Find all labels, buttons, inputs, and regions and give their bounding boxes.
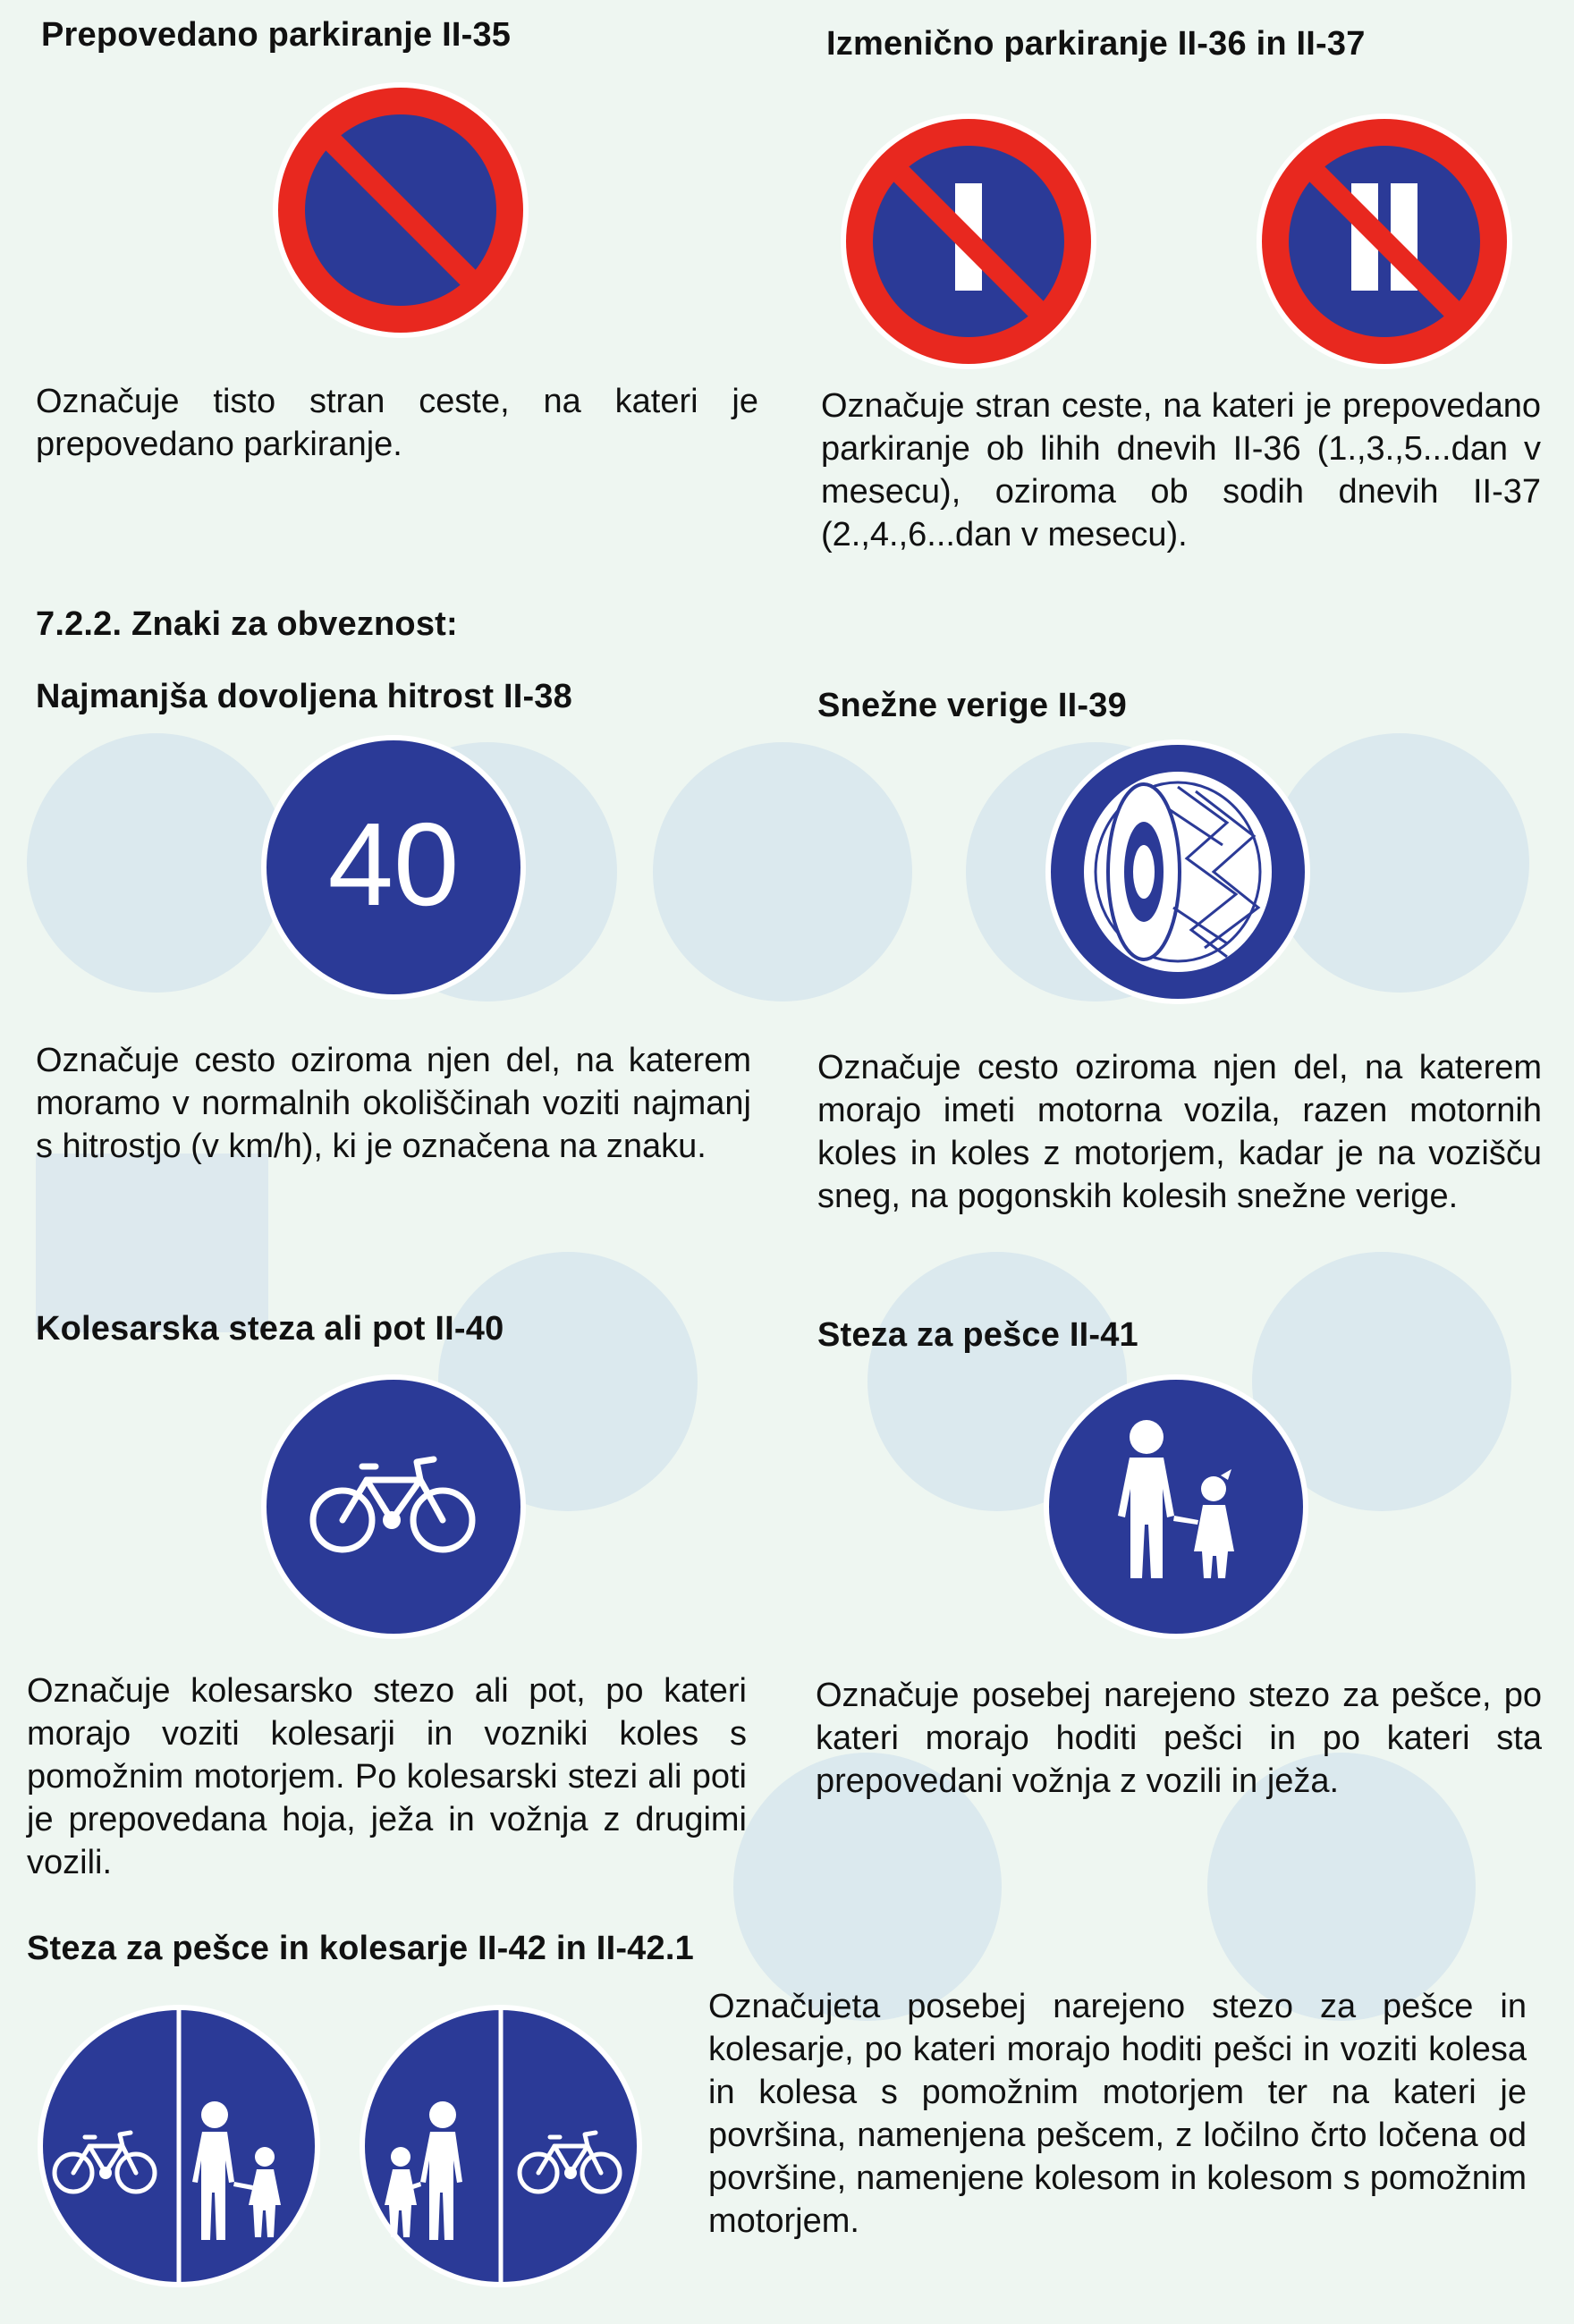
section-desc-ii41: Označuje posebej narejeno stezo za pešce, po kateri morajo hoditi pešci in po kateri sta prepovedani vožnja z vozili in ježa. [816, 1677, 1542, 1800]
minimum-speed-sign [259, 733, 528, 1001]
section-title-ii38: Najmanjša dovoljena hitrost II-38 [36, 678, 572, 715]
section-title-ii42: Steza za pešce in kolesarje II-42 in II-42.1 [27, 1930, 694, 1967]
section-desc-ii38: Označuje cesto oziroma njen del, na katerem moramo v normalnih okoliščinah voziti najmanj s hitrostjo (v km/h), ki je označena na znaku. [36, 1042, 751, 1165]
cycle-path-sign [259, 1373, 528, 1641]
section-title-ii35: Prepovedano parkiranje II-35 [41, 16, 512, 54]
section-title-ii36-ii37: Izmenično parkiranje II-36 in II-37 [826, 25, 1366, 63]
background-ghost-circle [653, 742, 912, 1001]
section-desc-ii40: Označuje kolesarsko stezo ali pot, po kateri morajo voziti kolesarji in vozniki koles s pomožnim motorjem. Po kolesarski stezi ali poti je prepovedana hoja, ježa in vožnja z drugimi vozili. [27, 1672, 747, 1881]
shared-path-bike-left-sign [36, 2003, 322, 2289]
alternate-parking-even-sign [1255, 112, 1514, 371]
section-desc-ii36-ii37: Označuje stran ceste, na kateri je prepovedano parkiranje ob lihih dnevih II-36 (1.,3.,5...dan v mesecu), oziroma ob sodih dnevih II-37 (2.,4.,6...dan v mesecu). [821, 387, 1541, 554]
section-desc-ii39: Označuje cesto oziroma njen del, na katerem morajo imeti motorna vozila, razen motornih koles in koles z motorjem, kadar je na vozišču sneg, na pogonskih kolesih snežne verige. [817, 1049, 1542, 1215]
section-title-ii39: Snežne verige II-39 [817, 687, 1127, 724]
footpath-sign [1042, 1373, 1310, 1641]
chapter-heading: 7.2.2. Znaki za obveznost: [36, 605, 458, 643]
section-desc-ii42: Označujeta posebej narejeno stezo za pešce in kolesarje, po kateri morajo hoditi pešci in voziti kolesa in kolesa s pomožnim motorjem ter na kateri je površina, namenjena pešcem, z ločilno črto ločena od površine, namenjene kolesom in kolesom s pomožnim motorjem. [708, 1988, 1527, 2240]
speed-value: 40 [327, 799, 460, 930]
section-desc-ii35: Označuje tisto stran ceste, na kateri je prepovedano parkiranje. [36, 383, 758, 463]
no-parking-sign [271, 80, 530, 340]
shared-path-pedestrian-left-sign [358, 2003, 644, 2289]
section-title-ii41: Steza za pešce II-41 [817, 1316, 1138, 1354]
snow-chains-sign [1044, 738, 1312, 1006]
background-ghost-rect [36, 1154, 268, 1332]
alternate-parking-odd-sign [839, 112, 1098, 371]
background-ghost-circle [27, 733, 286, 993]
section-title-ii40: Kolesarska steza ali pot II-40 [36, 1310, 504, 1348]
